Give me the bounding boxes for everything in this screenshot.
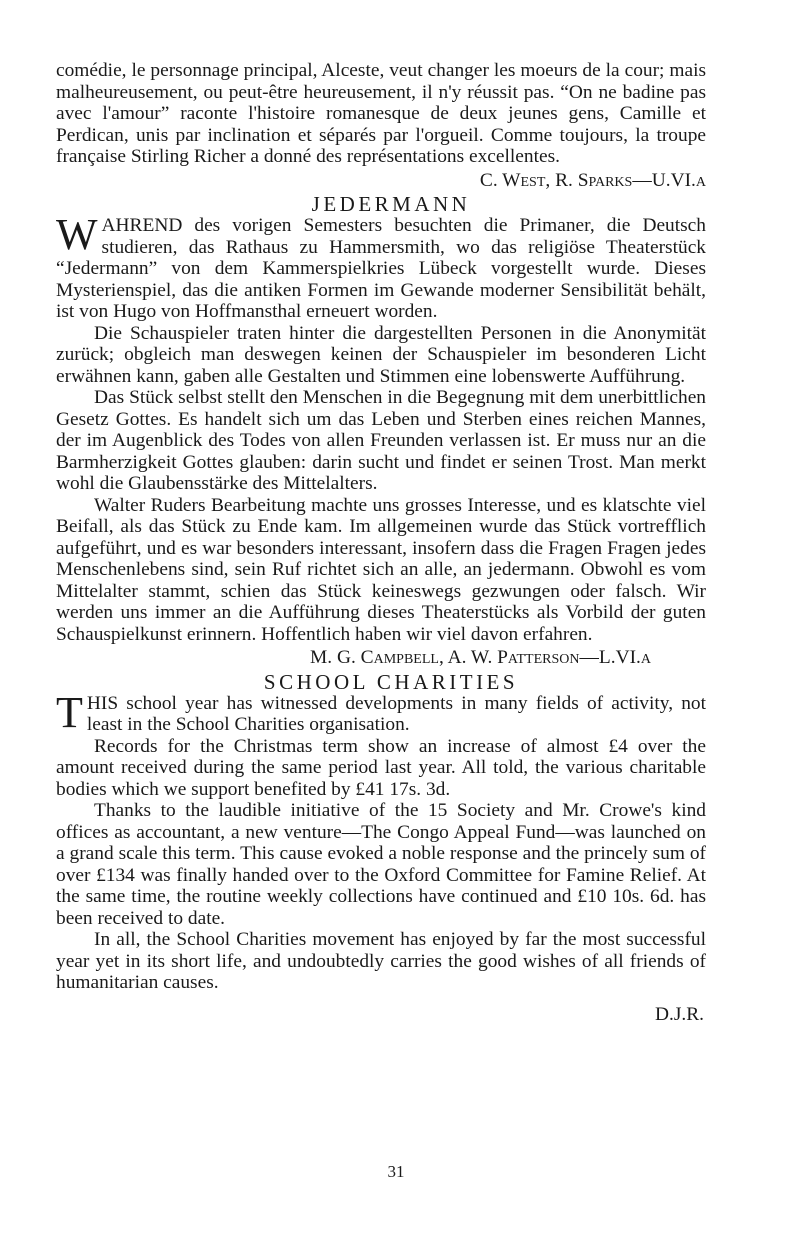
heading-school-charities: SCHOOL CHARITIES	[263, 669, 519, 694]
author-initials: D.J.R.	[654, 1003, 704, 1025]
heading-jedermann: JEDERMANN	[311, 192, 471, 216]
jedermann-paragraph-1-text: AHREND des vorigen Semesters besuchten die Primaner, die Deutsch studieren, das Rathaus zu Hammersmith, wo das religiöse Theaterstück “Jedermann” von dem Kammerspielkries Lübeck vorgestellt wurde. Dieses Mysterienspiel, das die antiken Formen im Gewande moderner Sensibilität behält, ist von Hugo von Hoffmansthal erneuert worden.	[56, 215, 706, 322]
jedermann-paragraph-1	[56, 210, 706, 323]
drop-cap-t: T	[56, 687, 83, 737]
jedermann-paragraph-4: Walter Ruders Bearbeitung machte uns grosses Interesse, und es klatschte viel Beifall, als das Stück zu Ende kam. Im allgemeinen wurde das Stück vortrefflich aufgeführt, und es war besonders interessant, insofern dass die Fragen Fragen jedes Menschenlebens sind, sein Ruf richtet sich an alle, an jedermann. Obwohl es vom Mittelalter stammt, schien das Stück keineswegs gezwungen oder falsch. Wir werden uns immer an die Aufführung dieses Theaterstücks als Vorbild der guten Schauspielkunst erinnern. Hoffentlich haben wir viel davon erfahren.	[56, 494, 706, 645]
charities-paragraph-1-text: HIS school year has witnessed developments in many fields of activity, not least in the School Charities organisation.	[86, 692, 706, 735]
charities-paragraph-4: In all, the School Charities movement has enjoyed by far the most successful year yet in its short life, and undoubtedly carries the good wishes of all friends of humanitarian causes.	[56, 929, 706, 993]
charities-paragraph-2: Records for the Christmas term show an increase of almost £4 over the amount received during the same period last year. All told, the various charitable bodies which we support benefited by £41 17s. 3d.	[56, 735, 706, 800]
intro-paragraph: comédie, le personnage principal, Alceste, veut changer les moeurs de la cour; mais malheureusement, ou peut-être heureusement, il n'y réussit pas. “On ne badine pas avec l'amour” raconte l'histoire romanesque de deux jeunes gens, Camille et Perdican, unis par inclination et séparés par l'orgueil. Comme toujours, la troupe française Stirling Richer a donné des représentations excellentes.	[56, 60, 706, 167]
jedermann-paragraph-3: Das Stück selbst stellt den Menschen in die Begegnung mit dem unerbittlichen Gesetz Gottes. Es handelt sich um das Leben und Sterben eines reichen Mannes, der im Augenblick des Todes von allen Freunden verlassen ist. Er muss nur an die Barmherzigkeit Gottes glauben: darin sucht und findet er seinen Trost. Man merkt wohl die Glaubensstärke des Mittelalters.	[56, 387, 706, 494]
signature-west-sparks	[56, 170, 706, 192]
drop-cap-w: W	[56, 210, 98, 259]
charities-paragraph-3: Thanks to the laudible initiative of the 15 Society and Mr. Crowe's kind offices as accountant, a new venture—The Congo Appeal Fund—was launched on a grand scale this term. This cause evoked a noble response and the princely sum of over £134 was finally handed over to the Oxford Committee for Famine Relief. At the same time, the routine weekly collections have continued and £10 10s. 6d. has been received to date.	[56, 800, 706, 929]
charities-paragraph-1	[56, 687, 706, 737]
signature-text: M. G. Campbell, A. W. Patterson—L.VI.a	[310, 647, 651, 668]
signature-text: C. West, R. Sparks—U.VI.a	[479, 169, 706, 191]
signature-campbell-patterson	[56, 647, 706, 669]
page-number: 31	[387, 1162, 405, 1181]
jedermann-paragraph-2: Die Schauspieler traten hinter die dargestellten Personen in die Anonymität zurück; obgleich man deswegen keinen der Schauspieler im besonderen Licht erwähnen kann, gaben alle Gestalten und Stimmen eine lobenswerte Aufführung.	[56, 322, 706, 387]
